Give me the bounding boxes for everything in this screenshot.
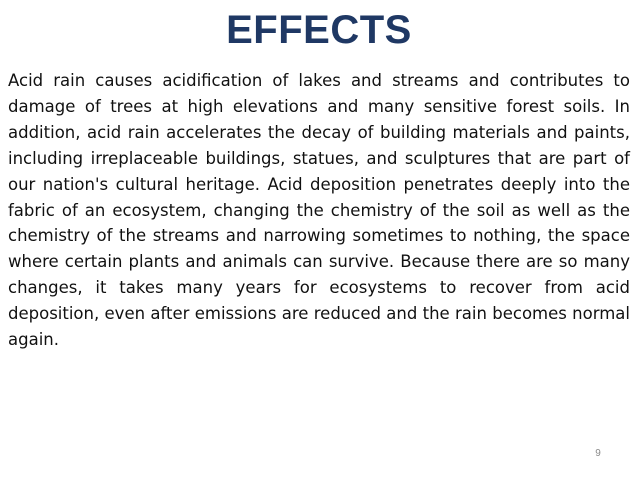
page-number: 9	[595, 448, 601, 459]
slide-body-paragraph: Acid rain causes acidification of lakes and streams and contributes to damage of trees at high elevations and many sensitive forest soils. In addition, acid rain accelerates the decay of building materials and paints, including irreplaceable buildings, statues, and sculptures that are part of our nation's cultural heritage. Acid deposition penetrates deeply into the fabric of an ecosystem, changing the chemistry of the soil as well as the chemistry of the streams and narrowing sometimes to nothing, the space where certain plants and animals can survive. Because there are so many changes, it takes many years for ecosystems to recover from acid deposition, even after emissions are reduced and the rain becomes normal again.	[8, 71, 630, 350]
slide-title: EFFECTS	[226, 8, 412, 52]
